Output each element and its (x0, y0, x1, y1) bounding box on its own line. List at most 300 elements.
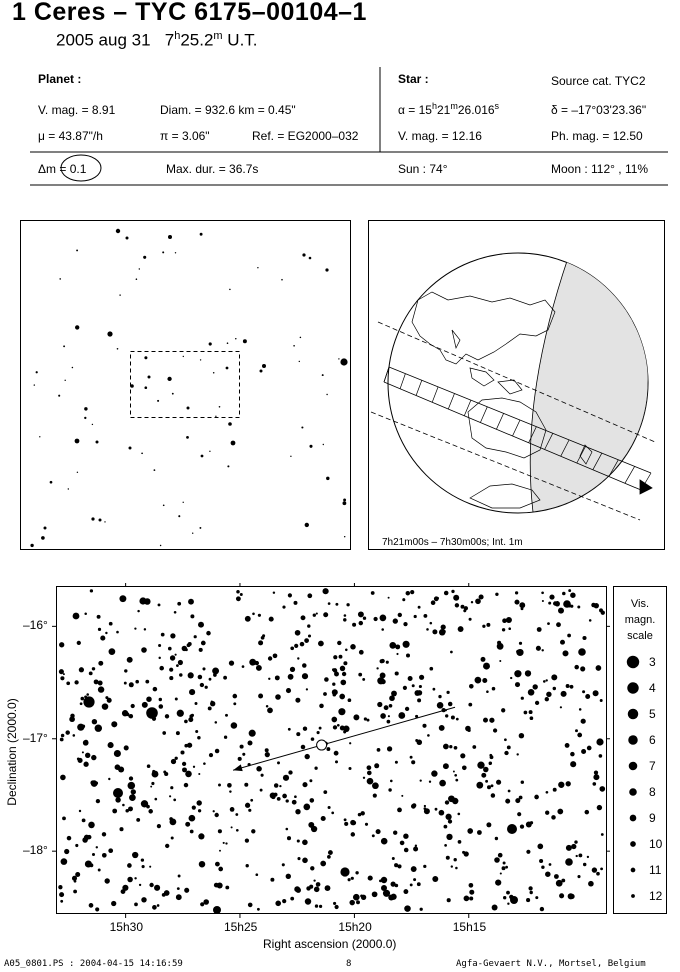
detail-star (583, 863, 586, 866)
detail-star (202, 667, 205, 670)
detail-star (487, 785, 491, 789)
detail-star (314, 767, 317, 770)
ra-tick-label: 15h15 (452, 920, 487, 934)
detail-star (184, 888, 189, 893)
detail-star (499, 660, 501, 662)
detail-star (546, 692, 551, 697)
detail-star (279, 785, 281, 787)
detail-star (255, 661, 259, 665)
detail-star (390, 780, 393, 783)
detail-star (396, 653, 398, 655)
detail-star (380, 713, 386, 719)
x-axis-label: Right ascension (2000.0) (263, 937, 397, 951)
detail-star (72, 876, 77, 881)
detail-star (302, 663, 307, 668)
detail-star (495, 880, 501, 886)
detail-star (406, 591, 411, 596)
finder-star (58, 395, 60, 397)
detail-star (501, 708, 505, 712)
finder-star (130, 384, 134, 388)
detail-star (79, 667, 84, 672)
detail-star (134, 627, 136, 629)
scale-magnitude-label: 9 (649, 811, 656, 825)
detail-star (328, 602, 331, 605)
detail-star (195, 702, 198, 705)
detail-star (489, 761, 492, 764)
detail-star (472, 745, 476, 749)
detail-star (361, 895, 366, 900)
detail-star (464, 896, 470, 902)
detail-star (519, 733, 524, 738)
sun-elongation: Sun : 74° (398, 162, 448, 176)
detail-star (566, 684, 570, 688)
detail-star (188, 599, 194, 605)
ra-minutes: 21 (436, 103, 451, 117)
scale-dot (627, 656, 639, 668)
detail-star (475, 677, 482, 684)
detail-star (549, 863, 552, 866)
finder-star (228, 422, 232, 426)
finder-star (187, 407, 190, 410)
zoom-region-box (131, 352, 240, 418)
detail-star (149, 883, 153, 887)
finder-star (219, 406, 221, 408)
detail-star (105, 878, 110, 883)
detail-star (337, 724, 340, 727)
detail-star (429, 781, 431, 783)
detail-star (168, 647, 172, 651)
detail-star (455, 779, 458, 782)
detail-star (127, 863, 132, 868)
detail-star-bright (507, 824, 517, 834)
detail-star (423, 865, 426, 868)
finder-star (44, 527, 47, 530)
finder-star (77, 472, 78, 473)
detail-star (82, 818, 86, 822)
detail-star (439, 810, 445, 816)
detail-star (111, 721, 117, 727)
detail-star (535, 896, 538, 899)
delta-mag-circle (61, 155, 101, 181)
event-time-minutes: 25.2 (180, 30, 214, 50)
detail-star (455, 603, 459, 607)
detail-star (599, 786, 605, 792)
finder-star (235, 338, 236, 339)
detail-star (294, 886, 300, 892)
detail-star (387, 720, 391, 724)
detail-star (367, 771, 372, 776)
detail-star (98, 869, 101, 872)
finder-star (343, 501, 347, 505)
detail-star (505, 799, 510, 804)
detail-star (343, 661, 347, 665)
detail-star (389, 642, 396, 649)
detail-star (286, 874, 291, 879)
detail-star (445, 714, 448, 717)
detail-star (306, 886, 310, 890)
detail-star (61, 858, 68, 865)
detail-star (585, 694, 590, 699)
detail-star (359, 650, 364, 655)
detail-star (233, 694, 238, 699)
detail-star (458, 626, 464, 632)
detail-star (360, 811, 364, 815)
star-declination: δ = –17°03'23.36" (551, 103, 647, 117)
detail-star (570, 685, 574, 689)
detail-star (266, 705, 269, 708)
detail-star (109, 622, 113, 626)
detail-star (245, 838, 249, 842)
detail-star (225, 842, 227, 844)
detail-star (170, 655, 175, 660)
scale-magnitude-label: 8 (649, 785, 656, 799)
detail-star (403, 686, 407, 690)
detail-star (430, 622, 433, 625)
detail-star (388, 715, 390, 717)
detail-star (541, 865, 544, 868)
detail-star (520, 824, 524, 828)
detail-star (443, 763, 449, 769)
detail-star (391, 882, 396, 887)
detail-star (546, 791, 549, 794)
detail-star (142, 702, 148, 708)
finder-star (229, 289, 231, 291)
detail-star (96, 799, 100, 803)
detail-star (594, 603, 599, 608)
detail-star (376, 829, 381, 834)
detail-star (233, 702, 236, 705)
finder-star (154, 469, 156, 471)
scale-dot (631, 868, 636, 873)
finder-star (36, 371, 38, 373)
detail-star (306, 688, 308, 690)
detail-star (454, 746, 458, 750)
detail-star (328, 806, 331, 809)
finder-star (143, 256, 146, 259)
detail-star (335, 603, 338, 606)
detail-star (493, 728, 497, 732)
detail-star (303, 726, 307, 730)
star-phmag: Ph. mag. = 12.50 (551, 129, 643, 143)
finder-star (148, 376, 151, 379)
detail-star (526, 850, 530, 854)
detail-star (178, 660, 183, 665)
finder-star (76, 249, 78, 251)
scale-magnitude-label: 6 (649, 733, 656, 747)
detail-star (332, 689, 338, 695)
detail-star (294, 644, 298, 648)
detail-star (170, 633, 175, 638)
detail-star (265, 748, 269, 752)
detail-star (367, 778, 374, 785)
detail-star (257, 908, 260, 911)
path-time-tick (625, 466, 635, 483)
footer-page-number: 8 (346, 959, 352, 969)
hour-unit: h (174, 30, 181, 42)
detail-star (504, 751, 508, 755)
detail-star (414, 690, 420, 696)
detail-star (536, 646, 541, 651)
detail-star (176, 894, 182, 900)
detail-star (158, 644, 161, 647)
detail-star (337, 641, 341, 645)
detail-star (152, 771, 159, 778)
finder-star (309, 445, 312, 448)
detail-chart-frame (57, 587, 607, 914)
detail-star (219, 850, 221, 852)
detail-star (482, 625, 485, 628)
detail-star (358, 673, 362, 677)
detail-star (288, 674, 294, 680)
finder-star (243, 339, 247, 343)
detail-star (439, 725, 445, 731)
detail-star (373, 794, 377, 798)
detail-star (424, 805, 426, 807)
detail-star (482, 678, 487, 683)
detail-star (534, 795, 539, 800)
detail-star (317, 731, 320, 734)
scale-magnitude-label: 10 (649, 837, 663, 851)
finder-star (160, 545, 161, 546)
detail-star (539, 859, 543, 863)
detail-star (393, 831, 397, 835)
detail-star (141, 897, 146, 902)
detail-star (467, 828, 473, 834)
finder-star (163, 504, 165, 506)
detail-star (198, 809, 201, 812)
detail-star (419, 675, 424, 680)
detail-star (74, 680, 78, 684)
detail-star (165, 844, 169, 848)
detail-star (84, 740, 88, 744)
detail-star (495, 837, 498, 840)
detail-star (146, 696, 152, 702)
detail-star (381, 628, 384, 631)
finder-star (157, 400, 159, 402)
detail-star (275, 675, 280, 680)
detail-star (331, 717, 337, 723)
detail-star (422, 724, 426, 728)
detail-star (577, 606, 580, 609)
detail-star (496, 780, 501, 785)
detail-star (131, 704, 135, 708)
detail-star (395, 761, 398, 764)
detail-star (585, 810, 590, 815)
detail-star (432, 629, 437, 634)
finder-star (107, 331, 112, 336)
detail-star (412, 803, 416, 807)
detail-star (489, 754, 492, 757)
ra-tick-label: 15h20 (338, 920, 372, 934)
detail-star (199, 648, 203, 652)
detail-star (483, 663, 490, 670)
detail-star (445, 814, 451, 820)
detail-star (297, 839, 300, 842)
detail-star (273, 653, 278, 658)
detail-star (307, 624, 310, 627)
detail-star (388, 788, 391, 791)
detail-star (201, 641, 206, 646)
detail-star (294, 795, 297, 798)
detail-star (252, 613, 255, 616)
detail-star (218, 829, 222, 833)
detail-star (235, 813, 238, 816)
finder-star (144, 386, 147, 389)
detail-star (363, 777, 365, 779)
detail-star (403, 622, 407, 626)
detail-star (73, 734, 76, 737)
finder-star (338, 358, 339, 359)
finder-star (144, 356, 147, 359)
detail-star (158, 657, 160, 659)
detail-star (448, 819, 452, 823)
ra-seconds: 26.016 (457, 103, 495, 117)
detail-star (483, 718, 488, 723)
detail-star (491, 784, 494, 787)
detail-star (568, 589, 571, 592)
detail-star (483, 767, 489, 773)
detail-star (229, 660, 234, 665)
detail-star (368, 876, 373, 881)
detail-star (468, 703, 472, 707)
detail-star (387, 746, 392, 751)
detail-star (431, 770, 437, 776)
detail-star (402, 598, 405, 601)
detail-star (114, 750, 121, 757)
detail-star (60, 676, 64, 680)
detail-star (508, 790, 511, 793)
detail-star (415, 739, 418, 742)
detail-star-bright (275, 694, 281, 700)
detail-star (601, 833, 604, 836)
detail-star (152, 717, 156, 721)
detail-star (574, 665, 579, 670)
detail-star (150, 786, 152, 788)
detail-star (275, 900, 281, 906)
detail-star (109, 648, 116, 655)
detail-star (188, 642, 192, 646)
detail-star (507, 902, 509, 904)
detail-star (566, 845, 572, 851)
finder-star (96, 441, 99, 444)
detail-star (344, 614, 347, 617)
detail-star (197, 736, 200, 739)
detail-star (505, 866, 508, 869)
finder-star (299, 361, 300, 362)
finder-star (117, 348, 119, 350)
detail-star (403, 889, 408, 894)
detail-star (131, 789, 136, 794)
detail-star (248, 903, 253, 908)
detail-star (588, 881, 594, 887)
detail-star (358, 611, 364, 617)
detail-star (326, 747, 330, 751)
detail-star (377, 702, 382, 707)
finder-star (322, 374, 324, 376)
detail-star (446, 856, 450, 860)
scale-magnitude-label: 4 (649, 681, 656, 695)
detail-star (561, 879, 565, 883)
detail-star (346, 603, 349, 606)
detail-star (349, 900, 354, 905)
detail-star (225, 886, 229, 890)
detail-star (223, 842, 225, 844)
detail-star (153, 687, 158, 692)
detail-star (134, 903, 138, 907)
detail-star (240, 593, 243, 596)
detail-star (444, 591, 449, 596)
detail-star (231, 826, 233, 828)
detail-star (462, 851, 465, 854)
detail-star (419, 685, 422, 688)
detail-star (348, 878, 351, 881)
detail-star (342, 682, 344, 684)
delta-magnitude: Δm = 0.1 (38, 162, 87, 176)
detail-star (288, 728, 291, 731)
finder-star (344, 536, 345, 537)
finder-star (50, 481, 53, 484)
detail-star (173, 799, 176, 802)
detail-star (190, 614, 194, 618)
detail-star (274, 783, 279, 788)
finder-star (183, 356, 184, 357)
detail-star (225, 714, 228, 717)
finder-star (293, 345, 295, 347)
finder-star (92, 424, 93, 425)
detail-star-bright (381, 877, 387, 883)
ra-s-unit: s (494, 101, 500, 111)
detail-star-bright (146, 707, 158, 719)
detail-star (102, 832, 106, 836)
detail-star (580, 666, 585, 671)
finder-star (116, 229, 120, 233)
detail-star (295, 630, 301, 636)
detail-star (182, 762, 186, 766)
detail-star (198, 675, 203, 680)
detail-star (169, 795, 171, 797)
detail-star (292, 800, 297, 805)
detail-star (537, 844, 543, 850)
detail-star (537, 627, 542, 632)
detail-star (198, 773, 200, 775)
detail-star (582, 690, 585, 693)
finder-star (209, 342, 212, 345)
finder-star (326, 477, 329, 480)
detail-star (151, 782, 154, 785)
scale-dot (630, 841, 636, 847)
detail-star (223, 676, 227, 680)
detail-star (270, 878, 274, 882)
detail-star (577, 733, 582, 738)
detail-star (79, 810, 81, 812)
ra-tick-label: 15h25 (223, 920, 258, 934)
detail-star (315, 904, 318, 907)
finder-star (141, 452, 143, 454)
detail-star (429, 667, 433, 671)
detail-star (574, 840, 577, 843)
planet-reference: Ref. = EG2000–032 (252, 129, 359, 143)
detail-star (159, 704, 164, 709)
detail-star (177, 710, 184, 717)
detail-star (229, 790, 231, 792)
detail-star (545, 871, 551, 877)
finder-star (227, 465, 229, 467)
detail-star (95, 724, 102, 731)
detail-star (287, 836, 291, 840)
detail-star (122, 804, 125, 807)
finder-star (126, 237, 129, 240)
detail-star (91, 780, 98, 787)
